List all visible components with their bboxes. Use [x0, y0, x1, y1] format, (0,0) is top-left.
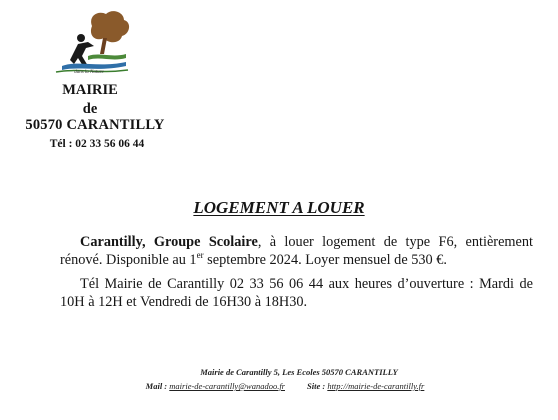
- offer-lead: Carantilly, Groupe Scolaire: [80, 234, 258, 250]
- mail-label: Mail :: [145, 381, 170, 391]
- logo-caption: dans la Nature: [74, 70, 104, 75]
- header-city: 50570 CARANTILLY: [25, 117, 165, 133]
- site-label: Site :: [307, 381, 328, 391]
- paragraph-offer: [60, 234, 533, 269]
- header-de: de: [82, 101, 98, 117]
- footer-address: Mairie de Carantilly 5, Les Ecoles 50570 CARANTILLY: [200, 367, 398, 377]
- mail-link[interactable]: mairie-de-carantilly@wanadoo.fr: [169, 381, 285, 391]
- site-link[interactable]: http://mairie-de-carantilly.fr: [327, 381, 425, 391]
- header-mairie: MAIRIE: [62, 82, 118, 98]
- header-phone: Tél : 02 33 56 06 44: [49, 138, 145, 150]
- footer-contact: [6, 381, 558, 391]
- offer-superscript: er: [196, 249, 204, 260]
- offer-text-a: , à louer logement de type F6, entièrement rénové. Disponible au 1: [60, 234, 533, 268]
- offer-text-b: septembre 2024. Loyer mensuel de 530 €.: [203, 251, 447, 268]
- page-title: LOGEMENT A LOUER: [193, 198, 365, 217]
- paragraph-contact: Tél Mairie de Carantilly 02 33 56 06 44 aux heures d’ouverture : Mardi de 10H à 12H et Vendredi de 16H30 à 18H30.: [60, 276, 533, 310]
